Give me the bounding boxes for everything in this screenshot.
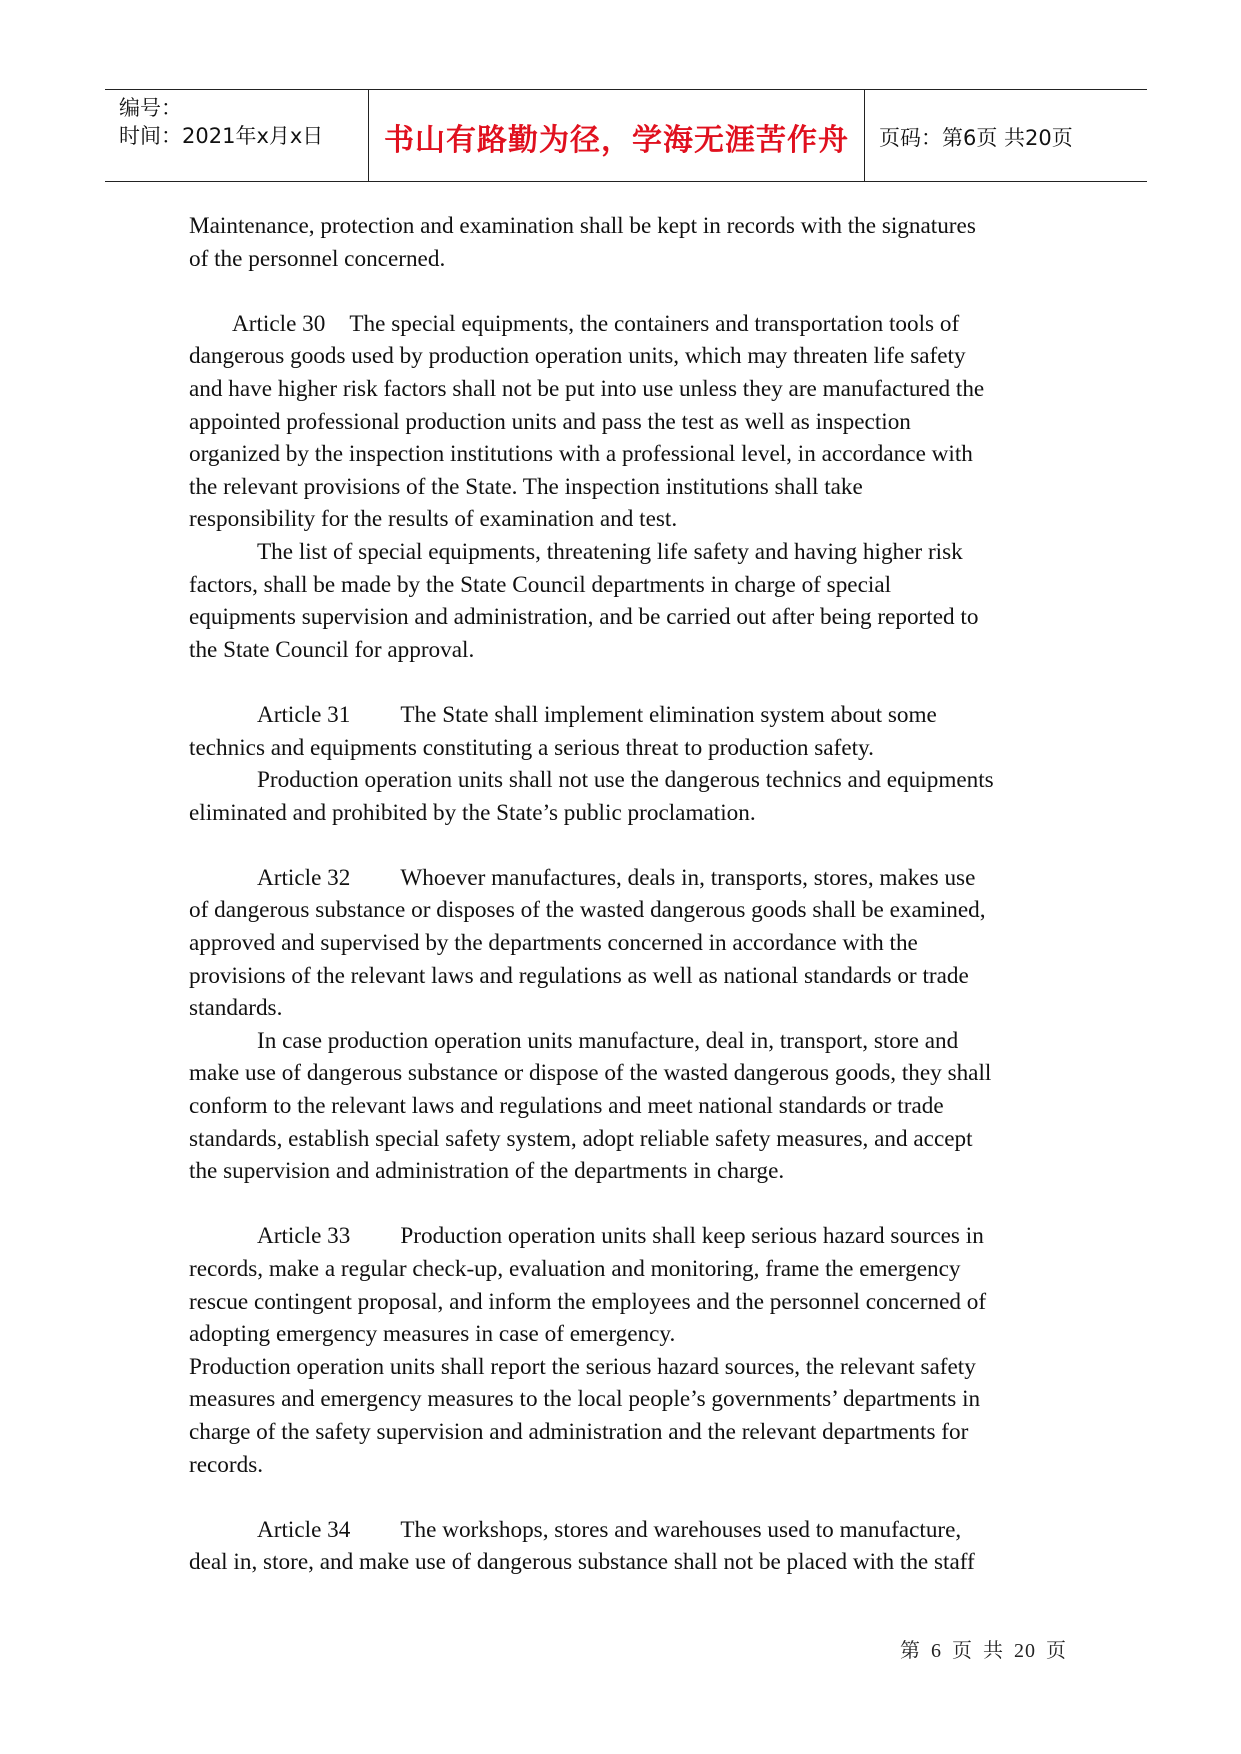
page-footer: 第 6 页 共 20 页 xyxy=(900,1640,1067,1662)
paragraph-gap xyxy=(189,666,1064,699)
text-line: standards. xyxy=(189,995,283,1022)
article-30-heading-line xyxy=(189,308,1064,341)
article-number: Article 34 xyxy=(257,1516,351,1543)
document-header xyxy=(105,89,1147,182)
paragraph-gap xyxy=(189,1481,1064,1514)
text-line: of the personnel concerned. xyxy=(189,245,446,272)
header-meta xyxy=(105,90,369,181)
text-line: Production operation units shall report the serious hazard sources, the relevant safety xyxy=(189,1353,976,1380)
text-line: eliminated and prohibited by the State’s public proclamation. xyxy=(189,799,756,826)
text-line: dangerous goods used by production operation units, which may threaten life safety xyxy=(189,343,966,370)
text-line: records, make a regular check-up, evaluation and monitoring, frame the emergency xyxy=(189,1256,961,1282)
text-line: The special equipments, the containers and transportation tools of xyxy=(349,310,960,337)
text-line: technics and equipments constituting a serious threat to production safety. xyxy=(189,734,874,761)
text-line: make use of dangerous substance or dispose of the wasted dangerous goods, they shall xyxy=(189,1060,992,1087)
header-motto: 书山有路勤为径，学海无涯苦作舟 xyxy=(384,122,849,158)
text-line: The State shall implement elimination system about some xyxy=(400,701,937,728)
text-line: adopting emergency measures in case of emergency. xyxy=(189,1321,676,1348)
text-line: appointed professional production units and pass the test as well as inspection xyxy=(189,408,911,435)
text-line: equipments supervision and administration, and be carried out after being reported to xyxy=(189,604,979,631)
text-line: charge of the safety supervision and administration and the relevant departments for xyxy=(189,1418,969,1445)
paragraph-gap xyxy=(189,275,1064,308)
text-line: factors, shall be made by the State Council departments in charge of special xyxy=(189,571,892,598)
text-line: provisions of the relevant laws and regulations as well as national standards or trade xyxy=(189,962,969,989)
article-34-heading-line xyxy=(189,1514,1064,1547)
text-line: the supervision and administration of the departments in charge. xyxy=(189,1158,785,1185)
text-line: conform to the relevant laws and regulations and meet national standards or trade xyxy=(189,1093,944,1120)
paragraph-gap xyxy=(189,829,1064,862)
text-line: Production operation units shall not use the dangerous technics and equipments xyxy=(257,767,994,794)
text-line: the relevant provisions of the State. The inspection institutions shall take xyxy=(189,473,863,500)
article-33-heading-line xyxy=(189,1220,1064,1253)
document-body xyxy=(189,210,1064,1579)
text-line: The list of special equipments, threatening life safety and having higher risk xyxy=(257,538,963,565)
text-line: Production operation units shall keep serious hazard sources in xyxy=(400,1223,984,1250)
text-line: responsibility for the results of examination and test. xyxy=(189,506,678,533)
text-line: approved and supervised by the departments concerned in accordance with the xyxy=(189,930,918,957)
text-line: Whoever manufactures, deals in, transports, stores, makes use xyxy=(400,864,976,891)
article-31-heading-line xyxy=(189,699,1064,732)
article-number: Article 31 xyxy=(257,701,351,728)
text-line: measures and emergency measures to the local people’s governments’ departments in xyxy=(189,1386,981,1413)
text-line: the State Council for approval. xyxy=(189,636,475,663)
article-number: Article 30 xyxy=(232,310,326,337)
text-line: Maintenance, protection and examination shall be kept in records with the signatures xyxy=(189,213,976,239)
text-line: rescue contingent proposal, and inform the employees and the personnel concerned of xyxy=(189,1288,987,1315)
text-line: organized by the inspection institutions with a professional level, in accordance with xyxy=(189,441,973,468)
text-line: of dangerous substance or disposes of the wasted dangerous goods shall be examined, xyxy=(189,897,986,924)
article-32-heading-line xyxy=(189,862,1064,895)
header-page-cell xyxy=(865,90,1147,181)
text-line: and have higher risk factors shall not be put into use unless they are manufactured the xyxy=(189,375,985,402)
article-number: Article 32 xyxy=(257,864,351,891)
text-line: deal in, store, and make use of dangerous substance shall not be placed with the staff xyxy=(189,1549,975,1576)
document-number-label: 编号： xyxy=(119,96,182,120)
header-motto-cell xyxy=(369,90,865,181)
article-number: Article 33 xyxy=(257,1223,351,1250)
text-line: The workshops, stores and warehouses used to manufacture, xyxy=(400,1516,962,1543)
text-line: standards, establish special safety system, adopt reliable safety measures, and accept xyxy=(189,1125,973,1152)
paragraph-gap xyxy=(189,1188,1064,1221)
header-page-code: 页码：第6页 共20页 xyxy=(879,125,1073,150)
document-time-label: 时间：2021年x月x日 xyxy=(119,124,324,148)
text-line: In case production operation units manufacture, deal in, transport, store and xyxy=(257,1027,959,1054)
text-line: records. xyxy=(189,1451,264,1478)
